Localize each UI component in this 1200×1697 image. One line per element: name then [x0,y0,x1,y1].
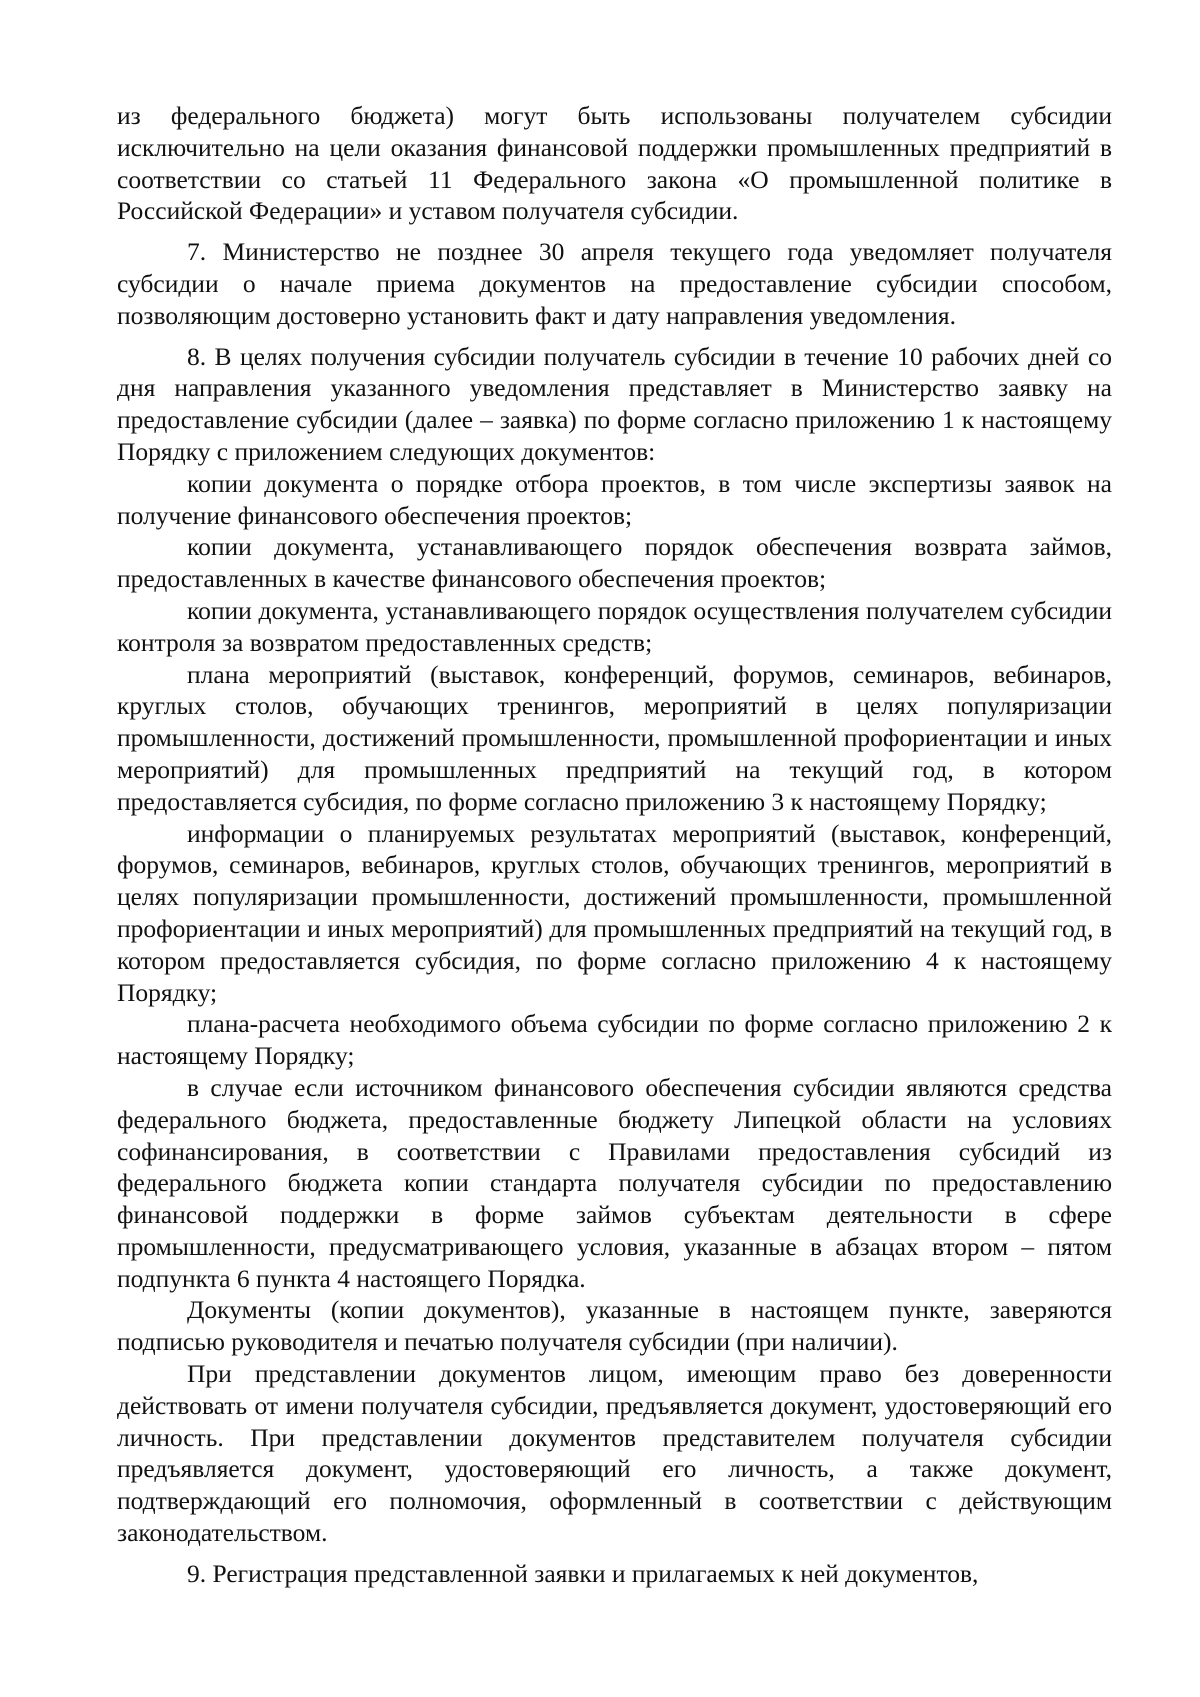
paragraph-clause-9: 9. Регистрация представленной заявки и прилагаемых к ней документов, [187,1558,979,1588]
paragraph-clause-7: 7. Министерство не позднее 30 апреля текущего года уведомляет получателя субсидии о начале приема документов на предоставление субсидии способом, позволяющим достоверно установить факт и дату направления уведомления. [117,237,1112,330]
paragraph-certification: Документы (копии документов), указанные в настоящем пункте, заверяются подписью руководителя и печатью получателя субсидии (при наличии). [117,1295,1112,1357]
paragraph-doc-control: копии документа, устанавливающего порядок осуществления получателем субсидии контроля за возвратом предоставленных средств; [117,595,1112,657]
paragraph-representation: При представлении документов лицом, имеющим право без доверенности действовать от имени получателя субсидии, предъявляется документ, удостоверяющий его личность. При представлении документов представителем получателя субсидии предъявляется документ, удостоверяющий его личность, а также документ, подтверждающий его полномочия, оформленный в соответствии с действующим законодательством. [117,1359,1112,1548]
paragraph-doc-selection-order: копии документа о порядке отбора проектов, в том числе экспертизы заявок на получение финансового обеспечения проектов; [117,468,1112,530]
paragraph-events-plan: плана мероприятий (выставок, конференций, форумов, семинаров, вебинаров, круглых столов, обучающих тренингов, мероприятий в целях популяризации промышленности, достижений промышленности, промышленной профориентации и иных мероприятий) для промышленных предприятий на текущий год, в котором предоставляется субсидия, по форме согласно приложению 3 к настоящему Порядку; [117,659,1112,816]
paragraph-intro-continuation: из федерального бюджета) могут быть использованы получателем субсидии исключительно на цели оказания финансовой поддержки промышленных предприятий в соответствии со статьей 11 Федерального закона «О промышленной политике в Российской Федерации» и уставом получателя субсидии. [117,101,1112,226]
paragraph-events-results: информации о планируемых результатах мероприятий (выставок, конференций, форумов, семинаров, вебинаров, круглых столов, обучающих тренингов, мероприятий в целях популяризации промышленности, достижений промышленности, промышленной профориентации и иных мероприятий) для промышленных предприятий на текущий год, в котором предоставляется субсидия, по форме согласно приложению 4 к настоящему Порядку; [117,818,1112,1007]
paragraph-calculation-plan: плана-расчета необходимого объема субсидии по форме согласно приложению 2 к настоящему Порядку; [117,1009,1112,1071]
paragraph-doc-loan-return: копии документа, устанавливающего порядок обеспечения возврата займов, предоставленных в качестве финансового обеспечения проектов; [117,532,1112,594]
paragraph-federal-budget-case: в случае если источником финансового обеспечения субсидии являются средства федерального бюджета, предоставленные бюджету Липецкой области на условиях софинансирования, в соответствии с Правилами предоставления субсидий из федерального бюджета копии стандарта получателя субсидии по предоставлению финансовой поддержки в форме займов субъектам деятельности в сфере промышленности, предусматривающего условия, указанные в абзацах втором – пятом подпункта 6 пункта 4 настоящего Порядка. [117,1072,1112,1293]
paragraph-clause-8: 8. В целях получения субсидии получатель субсидии в течение 10 рабочих дней со дня направления указанного уведомления представляет в Министерство заявку на предоставление субсидии (далее – заявка) по форме согласно приложению 1 к настоящему Порядку с приложением следующих документов: [117,341,1112,466]
